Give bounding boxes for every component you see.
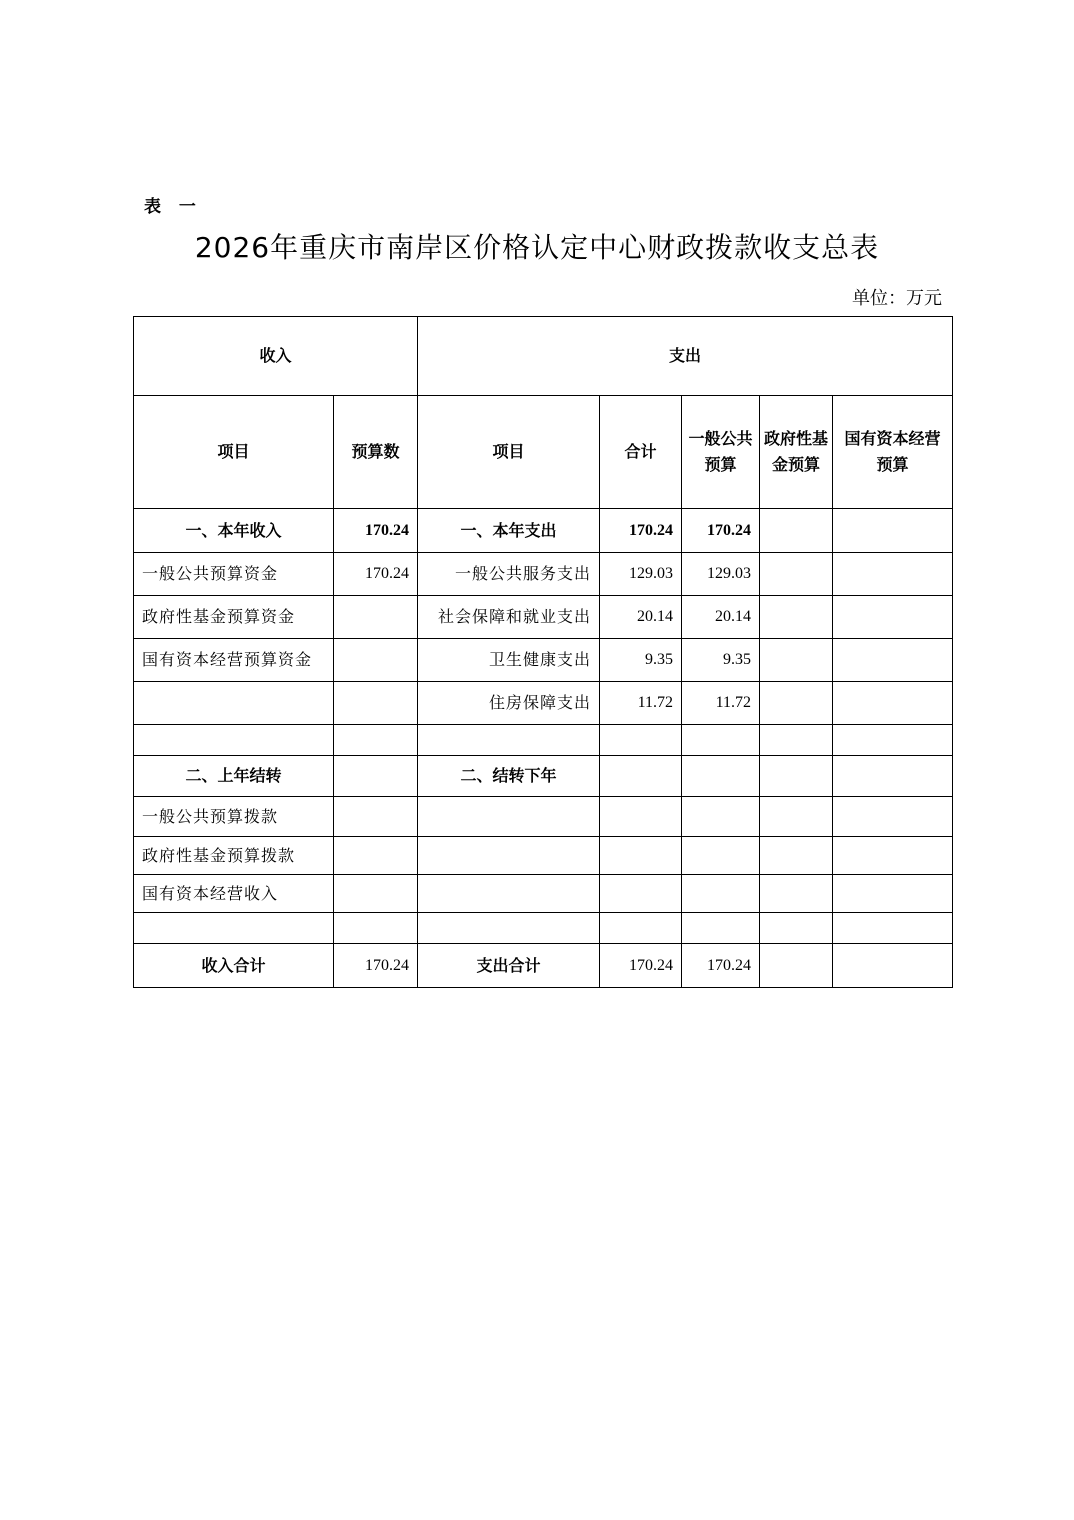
gov-fund-cell (760, 725, 833, 756)
table-row (134, 553, 953, 596)
income-amount-cell (334, 682, 418, 725)
income-amount-cell: 170.24 (334, 509, 418, 553)
general-cell (682, 913, 760, 944)
income-amount-cell (334, 725, 418, 756)
gov-fund-cell (760, 875, 833, 913)
general-total-cell: 170.24 (682, 944, 760, 988)
header-row-top (134, 317, 953, 396)
expense-total-label: 支出合计 (418, 944, 600, 988)
income-item-cell: 一、本年收入 (134, 509, 334, 553)
gov-fund-cell (760, 682, 833, 725)
income-item-cell: 二、上年结转 (134, 756, 334, 797)
expense-item-cell: 社会保障和就业支出 (418, 596, 600, 639)
total-cell (600, 913, 682, 944)
total-cell (600, 756, 682, 797)
expense-item-cell: 二、结转下年 (418, 756, 600, 797)
income-amount-cell: 170.24 (334, 553, 418, 596)
gov-fund-cell (760, 797, 833, 837)
expense-item-header: 项目 (418, 396, 600, 509)
gov-fund-cell (760, 596, 833, 639)
income-amount-cell (334, 837, 418, 875)
income-total-label: 收入合计 (134, 944, 334, 988)
income-item-cell: 国有资本经营收入 (134, 875, 334, 913)
table-row (134, 639, 953, 682)
general-cell: 11.72 (682, 682, 760, 725)
income-amount-cell (334, 797, 418, 837)
state-capital-cell (833, 553, 953, 596)
unit-label: 单位：万元 (852, 288, 942, 309)
state-capital-cell (833, 725, 953, 756)
income-amount-cell (334, 913, 418, 944)
income-item-cell: 一般公共预算资金 (134, 553, 334, 596)
total-cell (600, 725, 682, 756)
gov-fund-cell (760, 756, 833, 797)
expense-item-cell: 一、本年支出 (418, 509, 600, 553)
gov-fund-total-cell (760, 944, 833, 988)
gov-fund-cell (760, 837, 833, 875)
general-cell: 129.03 (682, 553, 760, 596)
expense-item-cell: 住房保障支出 (418, 682, 600, 725)
state-capital-cell (833, 837, 953, 875)
gov-fund-budget-header: 政府性基金预算 (760, 396, 833, 509)
income-amount-cell (334, 756, 418, 797)
income-item-cell (134, 913, 334, 944)
general-cell: 170.24 (682, 509, 760, 553)
general-cell: 20.14 (682, 596, 760, 639)
total-cell: 20.14 (600, 596, 682, 639)
income-item-cell (134, 725, 334, 756)
state-capital-cell (833, 596, 953, 639)
expense-item-cell (418, 725, 600, 756)
state-capital-cell (833, 875, 953, 913)
total-cell (600, 797, 682, 837)
totals-row (134, 944, 953, 988)
general-cell (682, 797, 760, 837)
table-row (134, 682, 953, 725)
expense-item-cell (418, 875, 600, 913)
total-cell (600, 837, 682, 875)
total-cell: 9.35 (600, 639, 682, 682)
total-cell: 129.03 (600, 553, 682, 596)
state-capital-cell (833, 682, 953, 725)
table-row (134, 725, 953, 756)
income-item-cell: 一般公共预算拨款 (134, 797, 334, 837)
state-capital-total-cell (833, 944, 953, 988)
state-capital-budget-header: 国有资本经营预算 (833, 396, 953, 509)
income-amount-cell (334, 875, 418, 913)
income-header: 收入 (134, 317, 418, 396)
income-item-cell: 政府性基金预算资金 (134, 596, 334, 639)
state-capital-cell (833, 797, 953, 837)
state-capital-cell (833, 913, 953, 944)
table-row (134, 596, 953, 639)
expense-item-cell: 一般公共服务支出 (418, 553, 600, 596)
state-capital-cell (833, 756, 953, 797)
total-header: 合计 (600, 396, 682, 509)
header-row-columns (134, 396, 953, 509)
income-item-cell (134, 682, 334, 725)
table-label: 表 一 (144, 197, 202, 217)
state-capital-cell (833, 509, 953, 553)
general-cell (682, 837, 760, 875)
general-cell (682, 875, 760, 913)
total-cell (600, 875, 682, 913)
general-cell: 9.35 (682, 639, 760, 682)
income-amount-cell (334, 639, 418, 682)
income-item-header: 项目 (134, 396, 334, 509)
income-item-cell: 政府性基金预算拨款 (134, 837, 334, 875)
total-cell: 170.24 (600, 509, 682, 553)
gov-fund-cell (760, 639, 833, 682)
table-row (134, 875, 953, 913)
state-capital-cell (833, 639, 953, 682)
expense-item-cell (418, 913, 600, 944)
income-amount-cell (334, 596, 418, 639)
income-total-amount: 170.24 (334, 944, 418, 988)
expense-item-cell (418, 797, 600, 837)
table-row (134, 913, 953, 944)
gov-fund-cell (760, 913, 833, 944)
expense-header: 支出 (418, 317, 953, 396)
budget-table (133, 316, 953, 988)
table-row (134, 837, 953, 875)
budget-amount-header: 预算数 (334, 396, 418, 509)
expense-item-cell (418, 837, 600, 875)
page-title: 2026年重庆市南岸区价格认定中心财政拨款收支总表 (194, 231, 880, 264)
general-cell (682, 756, 760, 797)
general-cell (682, 725, 760, 756)
expense-item-cell: 卫生健康支出 (418, 639, 600, 682)
table-row (134, 509, 953, 553)
total-cell: 11.72 (600, 682, 682, 725)
table-row (134, 797, 953, 837)
gov-fund-cell (760, 553, 833, 596)
table-row (134, 756, 953, 797)
general-budget-header: 一般公共预算 (682, 396, 760, 509)
income-item-cell: 国有资本经营预算资金 (134, 639, 334, 682)
gov-fund-cell (760, 509, 833, 553)
expense-total-cell: 170.24 (600, 944, 682, 988)
